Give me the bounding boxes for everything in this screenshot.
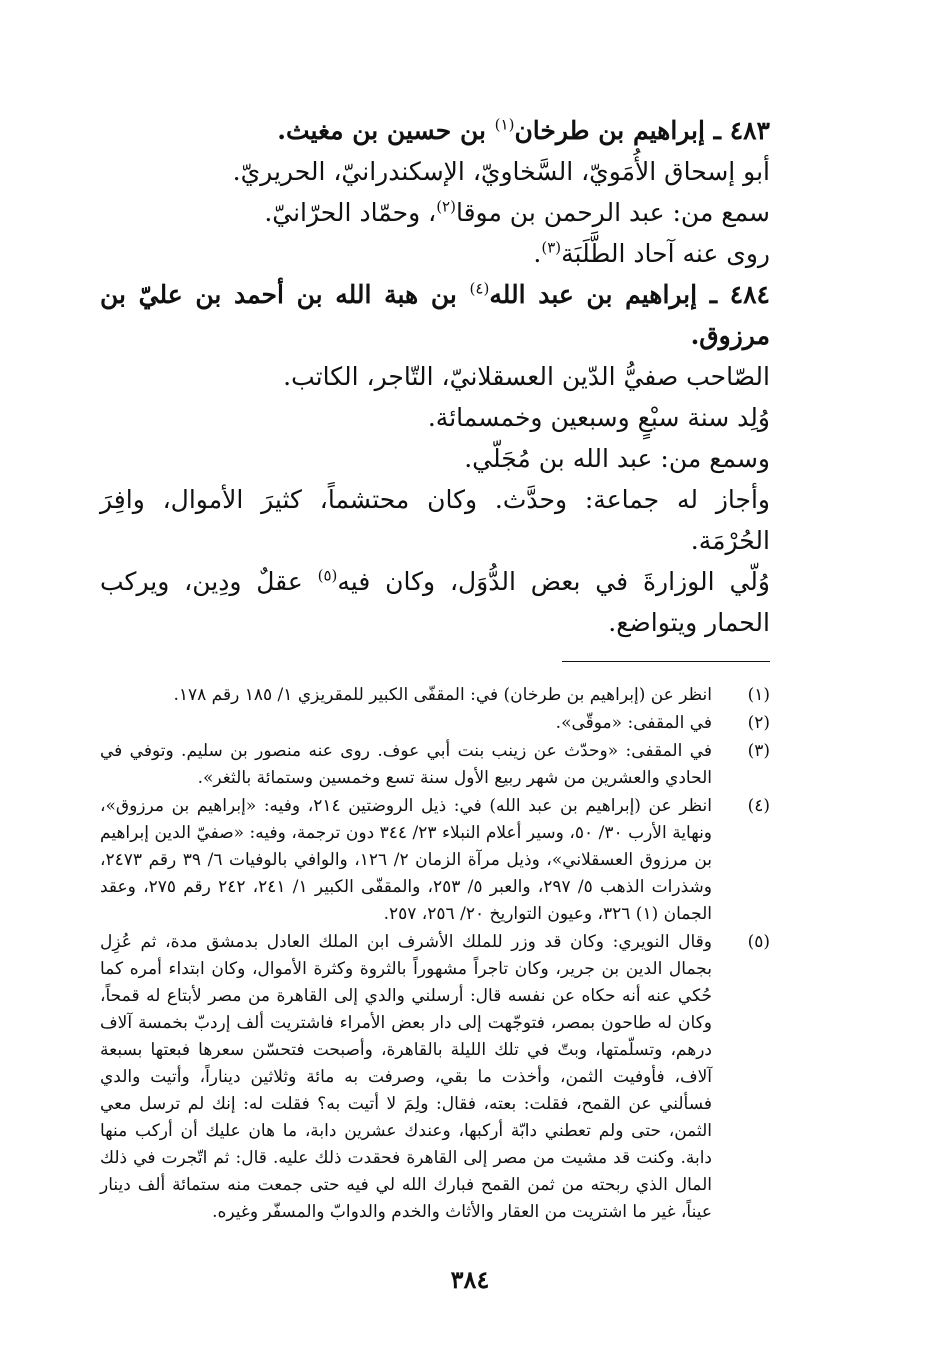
footnote-number: (١) [747, 685, 770, 705]
entry-484-line-3 [100, 438, 770, 479]
entry-484-line-4-text: وأجاز له جماعة: وحدَّث. وكان محتشماً، كثيرَ الأموال، وافِرَ الحُرْمَة. [100, 485, 770, 555]
footnote-text: في المقفى: «وحدّث عن زينب بنت أبي عوف. روى عنه منصور بن سليم. وتوفي في الحادي والعشرين من شهر ربيع الأول سنة تسع وخمسين وستمائة بالثغر». [100, 741, 712, 788]
main-text [100, 110, 770, 643]
entry-483-line-3-text: روى عنه آحاد الطَّلَبَة [561, 239, 770, 268]
footnote-1 [100, 682, 770, 709]
entry-484-heading [100, 274, 770, 356]
entry-483-line-3-rest: . [533, 239, 542, 268]
footnotes [100, 682, 770, 1226]
footnote-number: (٤) [747, 796, 770, 816]
footnote-text: انظر عن (إبراهيم بن طرخان) في: المقفّى الكبير للمقريزي ١/ ١٨٥ رقم ١٧٨. [173, 685, 712, 705]
entry-484-line-1-text: الصّاحب صفيُّ الدّين العسقلانيّ، التّاجر، الكاتب. [283, 362, 770, 391]
footnote-number: (٢) [747, 713, 770, 733]
entry-484-heading-text: ٤٨٤ ـ إبراهيم بن عبد الله [489, 280, 770, 309]
footnote-ref-4[interactable]: (٤) [469, 279, 490, 298]
entry-483-heading [100, 110, 770, 151]
entry-484-line-5 [100, 561, 770, 643]
entry-484-line-2 [100, 397, 770, 438]
entry-484-line-1 [100, 356, 770, 397]
footnote-divider [562, 661, 770, 662]
footnote-ref-3[interactable]: (٣) [541, 238, 562, 257]
footnote-5 [100, 929, 770, 1226]
footnote-4 [100, 793, 770, 928]
footnote-ref-2[interactable]: (٢) [436, 197, 456, 216]
footnote-text: وقال النويري: وكان قد وزر للملك الأشرف ابن الملك العادل بدمشق مدة، ثم عُزِل بجمال الدين بن جرير، وكان تاجراً مشهوراً بالثروة وكثرة الأموال، وكان ابتداء أمره كما حُكي عنه أنه حكاه عن نفسه قال: أرسلني والدي إلى القاهرة من مصر لأبتاع له قمحاً، وكان له طاحون بمصر، فتوجّهت إلى دار بعض الأمراء فاشتريت ألف إردبّ بخمسة آلاف درهم، وتسلّمتها، وبتّ في تلك الليلة بالقاهرة، وأصبحت فتحسّن سعرها فبعتها بسبعة آلاف، فأوفيت الثمن، وأخذت ما بقي، وصرفت به مائة وثلاثين ديناراً، وأتيت والدي فسألني عن القمح، فقلت: بعته، فقال: ولِمَ لا أتيت به؟ فقلت له: إنك لم ترسل معي الثمن، حتى ولم تعطني دابّة أركبها، وعندك عشرين دابة، ما هان عليك أن أركب منها دابة. وكنت قد مشيت من مصر إلى القاهرة فحقدت ذلك عليه. قال: ثم اتّجرت في ذلك المال الذي ربحته من ثمن القمح فبارك الله لي فيه حتى جمعت منه ستمائة ألف دينار عيناً، غير ما اشتريت من العقار والأثاث والخدم والدوابّ والمسفّر وغيره. [100, 932, 712, 1222]
entry-484-line-5-rest: عقلٌ ودِين، ويركب الحمار ويتواضع. [100, 567, 770, 637]
entry-483-line-2-rest: ، وحمّاد الحرّانيّ. [264, 198, 437, 227]
entry-483-line-1 [100, 151, 770, 192]
entry-483-heading-text: ٤٨٣ ـ إبراهيم بن طرخان [514, 116, 770, 145]
entry-484-line-3-text: وسمع من: عبد الله بن مُجَلّي. [464, 444, 770, 473]
footnote-3 [100, 738, 770, 792]
entry-483-heading-rest: بن حسين بن مغيث. [277, 116, 495, 145]
entry-484-heading-rest: بن هبة الله بن أحمد بن عليّ بن مرزوق. [100, 280, 770, 350]
page-body [100, 110, 770, 1227]
entry-483-line-1-text: أبو إسحاق الأُمَويّ، السَّخاويّ، الإسكندرانيّ، الحريريّ. [232, 157, 770, 186]
entry-483-line-2-text: سمع من: عبد الرحمن بن موقا [455, 198, 770, 227]
footnote-number: (٥) [747, 932, 770, 952]
entry-484-line-2-text: وُلِد سنة سبْعٍ وسبعين وخمسمائة. [427, 403, 770, 432]
entry-484-line-5-text: وُلّي الوزارةَ في بعض الدُّوَل، وكان فيه [337, 567, 770, 596]
entry-483-line-2 [100, 192, 770, 233]
entry-483-line-3 [100, 233, 770, 274]
footnote-ref-5[interactable]: (٥) [317, 566, 338, 585]
page-number: ٣٨٤ [450, 1265, 490, 1294]
footnote-text: انظر عن (إبراهيم بن عبد الله) في: ذيل الروضتين ٢١٤، وفيه: «إبراهيم بن مرزوق»، ونهاية الأرب ٣٠/ ٥٠، وسير أعلام النبلاء ٢٣/ ٣٤٤ دون ترجمة، وفيه: «صفيّ الدين إبراهيم بن مرزوق العسقلاني»، وذيل مرآة الزمان ٢/ ١٢٦، والوافي بالوفيات ٦/ ٣٩ رقم ٢٤٧٣، وشذرات الذهب ٥/ ٢٩٧، والعبر ٥/ ٢٥٣، والمقفّى الكبير ١/ ٢٤١، ٢٤٢ رقم ٢٧٥، وعقد الجمان (١) ٣٢٦، وعيون التواريخ ٢٠/ ٢٥٦، ٢٥٧. [100, 796, 713, 924]
footnote-ref-1[interactable]: (١) [494, 115, 515, 134]
footnote-text: في المقفى: «موقّى». [555, 713, 712, 733]
footnote-2 [100, 710, 770, 737]
entry-484-line-4 [100, 479, 770, 561]
footnote-number: (٣) [747, 741, 770, 761]
